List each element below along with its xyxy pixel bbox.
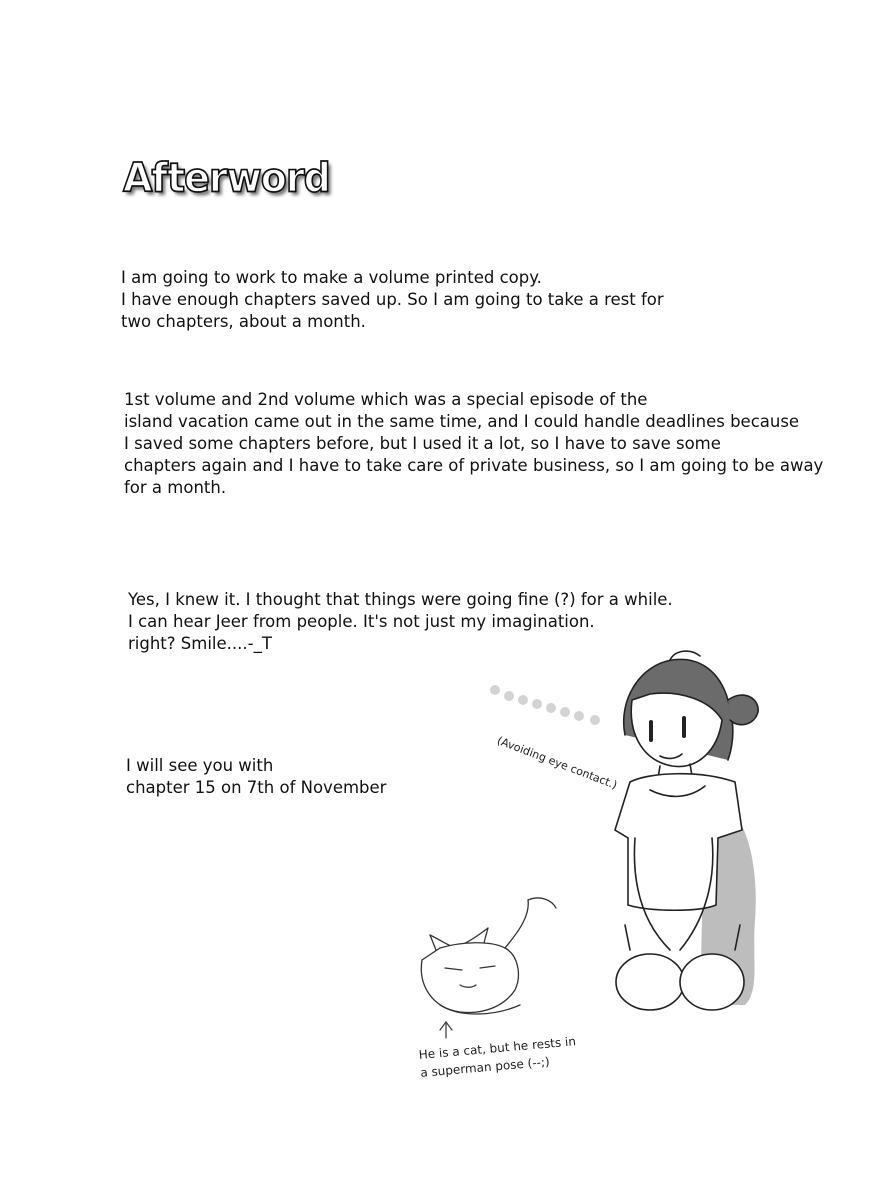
text-line: right? Smile....-_T	[128, 634, 272, 653]
text-line: I have enough chapters saved up. So I am going to take a rest for	[121, 290, 664, 309]
cat-note-line: a superman pose (--;)	[419, 1054, 551, 1080]
text-line: I can hear Jeer from people. It's not just my imagination.	[128, 612, 595, 631]
thought-dots	[490, 685, 600, 725]
text-line: two chapters, about a month.	[121, 312, 366, 331]
page-title: Afterword	[123, 154, 330, 202]
cat-note-line: He is a cat, but he rests in	[418, 1034, 577, 1062]
text-line: for a month.	[124, 478, 227, 497]
cat-drawing	[421, 898, 556, 1038]
text-line: island vacation came out in the same time, and I could handle deadlines because	[124, 412, 800, 431]
text-line: Yes, I knew it. I thought that things were going fine (?) for a while.	[128, 590, 673, 609]
text-line: chapters again and I have to take care of private business, so I am going to be away	[124, 456, 824, 475]
text-line: chapter 15 on 7th of November	[126, 778, 387, 797]
text-line: I saved some chapters before, but I used it a lot, so I have to save some	[124, 434, 721, 453]
text-line: I will see you with	[126, 756, 274, 775]
girl-drawing	[615, 651, 758, 1010]
text-line: I am going to work to make a volume printed copy.	[121, 268, 542, 287]
eye-contact-note: (Avoiding eye contact.)	[495, 734, 619, 792]
text-line: 1st volume and 2nd volume which was a special episode of the	[124, 390, 648, 409]
